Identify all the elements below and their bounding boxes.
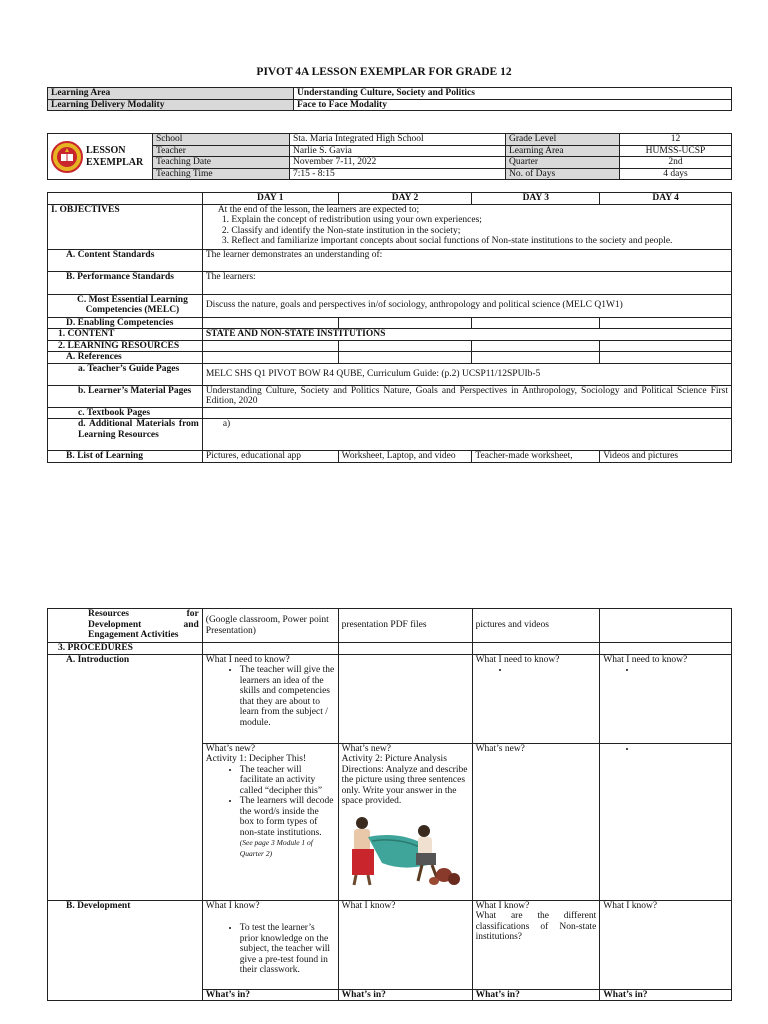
dev-day4-know (600, 900, 732, 989)
objectives-label: I. OBJECTIVES (48, 204, 203, 249)
whats-new-heading-day3: What’s new? (475, 743, 525, 754)
area-value: HUMSS-UCSP (620, 145, 732, 157)
quarter-value: 2nd (620, 157, 732, 169)
day-header-blank (48, 193, 203, 205)
objectives-content (202, 204, 731, 249)
activity1-bullet-2-text: The learners will decode the word/s inside the box to form types of non-state institutions. (239, 796, 334, 838)
dev-day1-know (202, 900, 338, 989)
enabling-label: D. Enabling Competencies (48, 317, 203, 329)
introduction-label: A. Introduction (48, 654, 203, 900)
need-to-know-heading-day3: What I need to know? (475, 654, 560, 665)
date-value: November 7-11, 2022 (290, 157, 506, 169)
resources-day4 (600, 340, 732, 352)
engagement-resources-label: Resources for Development and Engagement Activities (48, 609, 203, 643)
whats-in-day1: What’s in? (202, 989, 338, 1001)
modality-label: Learning Delivery Modality (48, 99, 294, 111)
activity2-text: Directions: Analyze and describe the picture using three sentences only. Write your answer in the space provided. (341, 764, 468, 806)
learner-material-label: b. Learner’s Material Pages (48, 385, 203, 407)
school-info-table (47, 133, 732, 180)
intro-day2-need (338, 654, 472, 743)
resources-day3 (472, 340, 600, 352)
development-label: B. Development (48, 900, 203, 1001)
procedures-table (47, 608, 732, 1001)
teacher-guide-label: a. Teacher’s Guide Pages (48, 363, 203, 385)
intro-day4-new (600, 743, 732, 900)
whats-new-heading-day1: What’s new? (205, 743, 256, 754)
melc-label: C. Most Essential Learning Competencies (MELC) (48, 294, 203, 317)
day-header-1: DAY 1 (202, 193, 338, 205)
whats-in-day2: What’s in? (338, 989, 472, 1001)
learner-material-value: Understanding Culture, Society and Politics Nature, Goals and Perspectives in Anthropology, Sociology and Political Science First Edition, 2020 (202, 385, 731, 407)
what-i-know-bullet: • To test the learner’s prior knowledge on the subject, the teacher will give a pre-test found in their classwork. (240, 923, 335, 976)
objective-item-1: 1. Explain the concept of redistribution using your own experiences; (221, 215, 482, 225)
references-day4 (600, 352, 732, 364)
intro-day2-new (338, 743, 472, 900)
engagement-resources-day2: presentation PDF files (338, 609, 472, 643)
what-i-know-heading-day3: What I know? (475, 900, 530, 911)
need-to-know-bullet-day3 (510, 665, 597, 676)
teacher-label: Teacher (153, 145, 290, 157)
grade-label: Grade Level (506, 134, 620, 146)
procedures-day4 (600, 643, 732, 655)
content-label: 1. CONTENT (48, 329, 203, 341)
need-to-know-bullet: • The teacher will give the learners an idea of the skills and competencies that they are about to learn from the subject / module. (240, 665, 335, 728)
textbook-value (202, 407, 731, 419)
engagement-resources-day1: (Google classroom, Power point Presentation) (202, 609, 338, 643)
need-to-know-heading-day4: What I need to know? (603, 654, 688, 665)
what-i-know-heading-day4: What I know? (603, 900, 658, 911)
intro-day1-new (202, 743, 338, 900)
engagement-resources-day3: pictures and videos (472, 609, 600, 643)
learning-area-value: Understanding Culture, Society and Politics (294, 88, 732, 100)
resources-day2 (338, 340, 472, 352)
objectives-intro: At the end of the lesson, the learners are expected to; (217, 204, 420, 215)
procedures-label: 3. PROCEDURES (48, 643, 203, 655)
whats-new-heading-day2: What’s new? (341, 743, 391, 754)
content-standards-value: The learner demonstrates an understanding of: (202, 249, 731, 271)
procedures-day2 (338, 643, 472, 655)
procedures-day3 (472, 643, 600, 655)
resources-day1 (202, 340, 338, 352)
date-label: Teaching Date (153, 157, 290, 169)
intro-day3-need (472, 654, 600, 743)
page-title: PIVOT 4A LESSON EXEMPLAR FOR GRADE 12 (256, 66, 512, 78)
picture-analysis-illustration (342, 809, 460, 887)
content-value: STATE AND NON-STATE INSTITUTIONS (202, 329, 731, 341)
references-label: A. References (48, 352, 203, 364)
activity1-note: (See page 3 Module 1 of Quarter 2) (239, 838, 313, 858)
what-i-know-heading-day2: What I know? (341, 900, 396, 911)
references-day2 (338, 352, 472, 364)
melc-value: Discuss the nature, goals and perspectives in/of sociology, anthropology and political science (MELC Q1W1) (202, 294, 731, 317)
whats-new-bullet-day4 (637, 744, 728, 755)
day-header-2: DAY 2 (338, 193, 472, 205)
list-learning-day2: Worksheet, Laptop, and video (338, 451, 472, 463)
intro-day1-need (202, 654, 338, 743)
resources-label: 2. LEARNING RESOURCES (48, 340, 203, 352)
day-header-4: DAY 4 (600, 193, 732, 205)
what-i-know-day3-text: What are the different classifications of Non-state institutions? (475, 911, 597, 942)
dev-day2-know (338, 900, 472, 989)
grade-value: 12 (620, 134, 732, 146)
dev-day3-know (472, 900, 600, 989)
engagement-resources-day4 (600, 609, 732, 643)
list-learning-day3: Teacher-made worksheet, (472, 451, 600, 463)
additional-materials-label: d. Additional Materials from Learning Resources (48, 419, 203, 451)
enabling-day4 (600, 317, 732, 329)
activity1-title: Activity 1: Decipher This! (205, 754, 307, 764)
list-learning-label: B. List of Learning (48, 451, 203, 463)
intro-day3-new (472, 743, 600, 900)
modality-value: Face to Face Modality (294, 99, 732, 111)
performance-standards-label: B. Performance Standards (48, 271, 203, 294)
school-value: Sta. Maria Integrated High School (290, 134, 506, 146)
deped-seal-icon (51, 141, 83, 173)
days-value: 4 days (620, 168, 732, 180)
references-day1 (202, 352, 338, 364)
teacher-value: Narlie S. Gavia (290, 145, 506, 157)
performance-standards-value: The learners: (202, 271, 731, 294)
learning-area-label: Learning Area (48, 88, 294, 100)
list-learning-day1: Pictures, educational app (202, 451, 338, 463)
logo-text-lesson: LESSON (86, 144, 126, 156)
whats-in-day4: What’s in? (600, 989, 732, 1001)
what-i-know-heading-day1: What I know? (205, 900, 260, 911)
enabling-day1 (202, 317, 338, 329)
whats-in-day3: What’s in? (472, 989, 600, 1001)
lesson-plan-table (47, 192, 732, 463)
area-label: Learning Area (506, 145, 620, 157)
enabling-day2 (338, 317, 472, 329)
teacher-guide-value: MELC SHS Q1 PIVOT BOW R4 QUBE, Curriculum Guide: (p.2) UCSP11/12SPUIb-5 (202, 363, 731, 385)
intro-day4-need (600, 654, 732, 743)
day-header-3: DAY 3 (472, 193, 600, 205)
lesson-exemplar-logo-cell (48, 134, 153, 180)
time-value: 7:15 - 8:15 (290, 168, 506, 180)
activity1-bullet-1: • The teacher will facilitate an activity called “decipher this” (240, 765, 335, 797)
logo-text-exemplar: EXEMPLAR (86, 156, 144, 168)
school-label: School (153, 134, 290, 146)
need-to-know-heading: What I need to know? (205, 654, 290, 665)
references-day3 (472, 352, 600, 364)
learning-area-table (47, 87, 732, 111)
activity1-bullet-2 (240, 796, 335, 859)
objective-item-3: 3. Reflect and familiarize important concepts about social functions of Non-state institutions to the society and people. (221, 236, 673, 246)
enabling-day3 (472, 317, 600, 329)
days-label: No. of Days (506, 168, 620, 180)
quarter-label: Quarter (506, 157, 620, 169)
procedures-day1 (202, 643, 338, 655)
additional-materials-value: a) (202, 419, 731, 451)
activity2-title: Activity 2: Picture Analysis (341, 754, 447, 764)
content-standards-label: A. Content Standards (48, 249, 203, 271)
list-learning-day4: Videos and pictures (600, 451, 732, 463)
need-to-know-bullet-day4 (637, 665, 728, 676)
time-label: Teaching Time (153, 168, 290, 180)
objective-item-2: 2. Classify and identify the Non-state institution in the society; (221, 225, 461, 236)
textbook-label: c. Textbook Pages (48, 407, 203, 419)
